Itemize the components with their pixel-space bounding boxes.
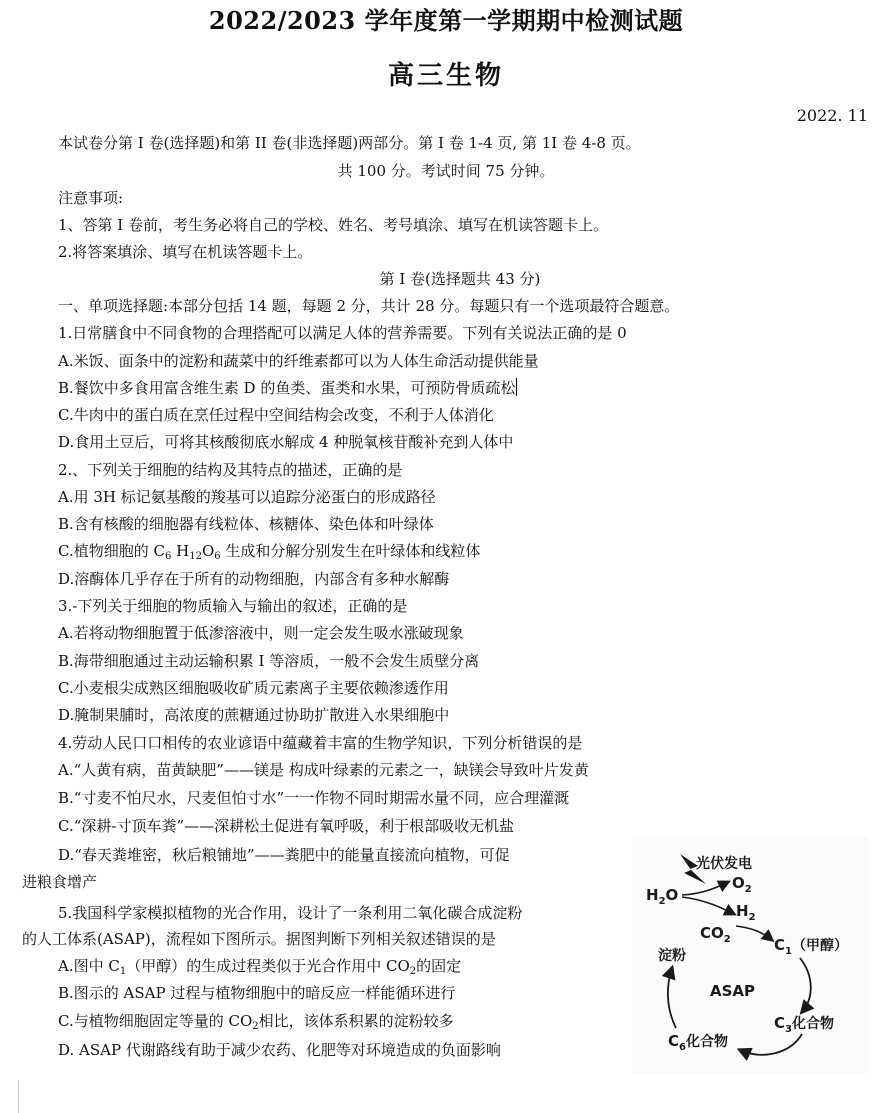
- section-instructions: 一、单项选择题:本部分包括 14 题，每题 2 分，共计 28 分。每题只有一个选项最符合题意。: [58, 297, 680, 315]
- q2c-sub-1: 6: [164, 551, 172, 562]
- notes-item-2: 2.将答案填涂、填写在机读答题卡上。: [58, 243, 313, 261]
- q2c-sub-2: 12: [189, 551, 202, 562]
- question-4-option-a: A.“人黄有病，苗黄缺肥”——镁是 构成叶绿素的元素之一，缺镁会导致叶片发黄: [58, 761, 589, 779]
- question-1-option-b: [58, 378, 517, 398]
- question-4-option-b: B.“寸麦不怕尺水，尺麦但怕寸水”一一作物不同时期需水量不同，应合理灌溉: [58, 789, 570, 807]
- question-4-option-c: C.“深耕-寸顶车粪”——深耕松土促进有氧呼吸，利于根部吸收无机盐: [58, 817, 515, 835]
- question-1-stem: 1.日常膳食中不同食物的合理搭配可以满足人体的营养需要。下列有关说法正确的是 0: [58, 324, 627, 342]
- intro-line-2: 共 100 分。考试时间 75 分钟。: [337, 162, 555, 180]
- notes-heading: 注意事项:: [58, 189, 124, 207]
- asap-diagram-svg: [632, 836, 868, 1074]
- o2-label: $O_2$: [732, 874, 752, 895]
- question-5-option-c: [58, 1011, 454, 1031]
- asap-label: ASAP: [710, 982, 756, 1000]
- q2c-sub-3: 6: [214, 551, 221, 562]
- q5a-text-2: （甲醇）的生成过程类似于光合作用中 CO: [126, 957, 410, 975]
- question-1-option-a: A.米饭、面条中的淀粉和蔬菜中的纤维素都可以为人体生命活动提供能量: [58, 352, 539, 370]
- q2c-text-1: C.植物细胞的 C: [58, 542, 165, 560]
- question-5-stem-line-1: 5.我国科学家模拟植物的光合作用，设计了一条利用二氧化碳合成淀粉: [58, 904, 523, 922]
- question-5-option-d: D. ASAP 代谢路线有助于减少农药、化肥等对环境造成的负面影响: [58, 1041, 501, 1059]
- question-1-option-d: D.食用土豆后，可将其核酸彻底水解成 4 种脱氧核苷酸补充到人体中: [58, 433, 514, 451]
- question-2-option-b: B.含有核酸的细胞器有线粒体、核糖体、染色体和叶绿体: [58, 515, 434, 533]
- q5c-sub-1: 2: [252, 1021, 259, 1032]
- question-2-option-d: D.溶酶体几乎存在于所有的动物细胞，内部含有多种水解酶: [58, 570, 450, 588]
- question-3-stem: 3.-下列关于细胞的物质输入与输出的叙述，正确的是: [58, 597, 408, 615]
- water-label: $H_2O$: [646, 886, 679, 907]
- question-3-option-c: C.小麦根尖成熟区细胞吸收矿质元素离子主要依赖渗透作用: [58, 679, 449, 697]
- question-2-option-a: A.用 3H 标记氨基酸的羧基可以追踪分泌蛋白的形成路径: [58, 488, 436, 506]
- question-5-stem-line-2: 的人工体系(ASAP)，流程如下图所示。据图判断下列相关叙述错误的是: [22, 930, 496, 948]
- text-cursor: [516, 378, 517, 396]
- q5a-text-1: A.图中 C: [58, 957, 120, 975]
- q2c-text-4: 生成和分解分别发生在叶绿体和线粒体: [220, 542, 481, 560]
- c3-label: $C_3$化合物: [774, 1014, 834, 1035]
- exam-date: 2022. 11: [796, 106, 868, 125]
- exam-title: 2022/2023 学年度第一学期期中检测试题: [208, 6, 684, 35]
- question-3-option-b: B.海带细胞通过主动运输积累 I 等溶质，一般不会发生质壁分离: [58, 652, 480, 670]
- intro-line-1: 本试卷分第 I 卷(选择题)和第 II 卷(非选择题)两部分。第 I 卷 1-4 页, 第 1I 卷 4-8 页。: [58, 134, 641, 152]
- page-edge-mark: [0, 1080, 19, 1113]
- question-4-stem: 4.劳动人民口口相传的农业谚语中蕴藏着丰富的生物学知识，下列分析错误的是: [58, 734, 583, 752]
- q5c-text-1: C.与植物细胞固定等量的 CO: [58, 1012, 253, 1030]
- question-3-option-a: A.若将动物细胞置于低渗溶液中，则一定会发生吸水涨破现象: [58, 624, 464, 642]
- h2-label: $H_2$: [736, 902, 756, 923]
- question-1-option-b-text: B.餐饮中多食用富含维生素 D 的鱼类、蛋类和水果，可预防骨质疏松: [58, 379, 516, 397]
- q5a-sub-1: 1: [119, 966, 127, 977]
- q5c-text-2: 相比，该体系积累的淀粉较多: [258, 1012, 454, 1030]
- asap-pathway-diagram: [632, 836, 868, 1074]
- q2c-text-3: O: [201, 542, 215, 560]
- starch-label: 淀粉: [658, 948, 686, 964]
- q5a-text-3: 的固定: [416, 957, 462, 975]
- question-5-option-a: [58, 956, 461, 976]
- co2-label: $CO_2$: [700, 924, 731, 945]
- light-label: 光伏发电: [696, 856, 752, 872]
- question-1-option-c: C.牛肉中的蛋白质在烹任过程中空间结构会改变，不利于人体消化: [58, 406, 494, 424]
- question-4-option-d-line-1: D.“春天粪堆密，秋后粮铺地”——粪肥中的能量直接流向植物，可促: [58, 846, 510, 864]
- notes-item-1: 1、答第 I 卷前，考生务必将自己的学校、姓名、考号填涂、填写在机读答题卡上。: [58, 216, 609, 234]
- c6-label: $C_6$化合物: [668, 1032, 728, 1053]
- q5a-sub-2: 2: [409, 966, 417, 977]
- c1-label: $C_1$（甲醇）: [774, 936, 848, 957]
- question-3-option-d: D.腌制果脯时，高浓度的蔗糖通过协助扩散进入水果细胞中: [58, 706, 450, 724]
- exam-subject: 高三生物: [387, 61, 504, 91]
- q2c-text-2: H: [171, 542, 190, 560]
- question-2-option-c: [58, 541, 480, 561]
- question-5-option-b: B.图示的 ASAP 过程与植物细胞中的暗反应一样能循环进行: [58, 984, 456, 1002]
- section-title: 第 I 卷(选择题共 43 分): [379, 270, 541, 288]
- question-2-stem: 2.、下列关于细胞的结构及其特点的描述，正确的是: [58, 461, 403, 479]
- question-4-option-d-line-2: 进粮食增产: [22, 873, 98, 891]
